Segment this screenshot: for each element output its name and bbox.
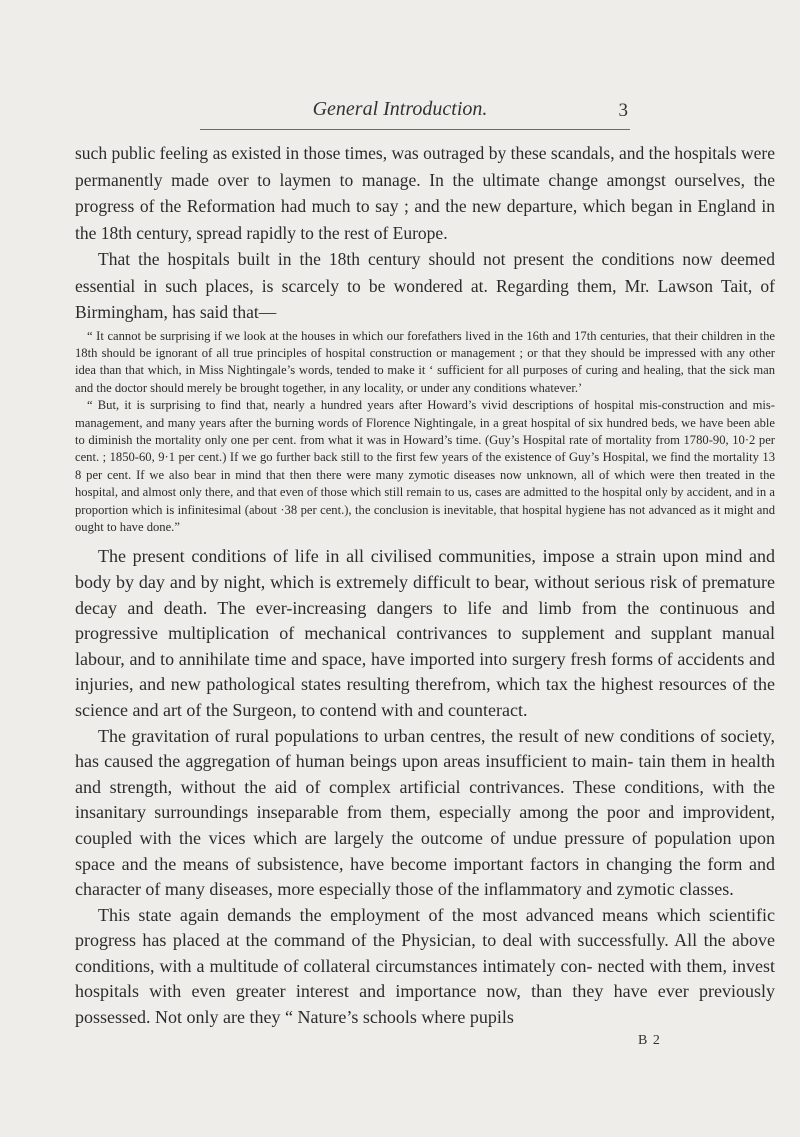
paragraph-5-block xyxy=(75,903,775,1031)
paragraph-2-block xyxy=(75,246,775,326)
paragraph-1-block xyxy=(75,140,775,246)
quotation-1: “ It cannot be surprising if we look at the houses in which our forefathers lived in the 16th and 17th centuries, that their children in the 18th should be ignorant of all true principles of hospital construction or management ; or that they should be impressed with any other idea than that which, in Miss Nightingale’s words, tended to make it ‘ sufficient for all purposes of curing and healing, that the sick man and the doctor should merely be brought together, in any locality, or under any conditions whatever.’ xyxy=(75,328,775,395)
paragraph-4-block xyxy=(75,724,775,903)
paragraph-5: This state again demands the employment of the most advanced means which scientific progress has placed at the command of the Physician, to deal with successfully. All the above conditions, with a multitude of collateral circumstances intimately con- nected with them, invest hospitals with even greater interest and importance now, than they have ever previously possessed. Not only are they “ Nature’s schools where pupils xyxy=(75,904,775,1028)
quote-1-block xyxy=(75,328,775,398)
running-title: General Introduction. xyxy=(312,98,488,120)
paragraph-4: The gravitation of rural populations to urban centres, the result of new conditions of society, has caused the aggregation of human beings upon areas insufficient to main- tain them in health and strength, without the aid of complex artificial contrivances. These conditions, with the insanitary surroundings inseparable from them, especially among the poor and improvident, coupled with the vices which are largely the outcome of undue pressure of population upon space and the means of subsistence, have become important factors in changing the form and character of many diseases, more especially those of the inflammatory and zymotic classes. xyxy=(75,725,775,900)
paragraph-1: such public feeling as existed in those times, was outraged by these scandals, and the hospitals were permanently made over to laymen to manage. In the ultimate change amongst ourselves, the progress of the Reformation had much to say ; and the new departure, which began in England in the 18th century, spread rapidly to the rest of Europe. xyxy=(75,143,775,243)
paragraph-2: That the hospitals built in the 18th century should not present the conditions now deemed essential in such places, is scarcely to be wondered at. Regarding them, Mr. Lawson Tait, of Birmingham, has said that— xyxy=(75,249,775,322)
quotation-2: “ But, it is surprising to find that, nearly a hundred years after Howard’s vivid descriptions of hospital mis-construction and mis-management, and many years after the burning words of Florence Nightingale, in a great hospital of six hundred beds, we have been able to diminish the mortality only one per cent. from what it was in Howard’s time. (Guy’s Hospital rate of mortality from 1780-90, 10·2 per cent. ; 1850-60, 9·1 per cent.) If we go further back still to the first few years of the existence of Guy’s Hospital, we find the mortality 13 8 per cent. If we also bear in mind that then there were many zymotic diseases now unknown, all of which were then treated in the hospital, and almost only there, and that even of those which still remain to us, cases are admitted to the hospital only by accident, and in a proportion which is infinitesimal (about ·38 per cent.), the conclusion is inevitable, that hospital hygiene has not advanced as it might and ought to have done.” xyxy=(75,398,775,534)
header-rule xyxy=(200,129,630,130)
quote-2-block xyxy=(75,397,775,536)
paragraph-3: The present conditions of life in all civilised communities, impose a strain upon mind and body by day and by night, which is extremely difficult to bear, without serious risk of premature decay and death. The ever-increasing dangers to life and limb from the continuous and progressive multiplication of mechanical contrivances to supplement and supplant manual labour, and to annihilate time and space, have imported into surgery fresh forms of accidents and injuries, and new pathological states resulting therefrom, which tax the highest resources of the science and art of the Surgeon, to contend with and counteract. xyxy=(75,546,775,720)
page-number: 3 xyxy=(618,100,628,121)
signature-mark: B 2 xyxy=(638,1032,661,1048)
page-header xyxy=(0,98,800,128)
paragraph-3-block xyxy=(75,544,775,723)
